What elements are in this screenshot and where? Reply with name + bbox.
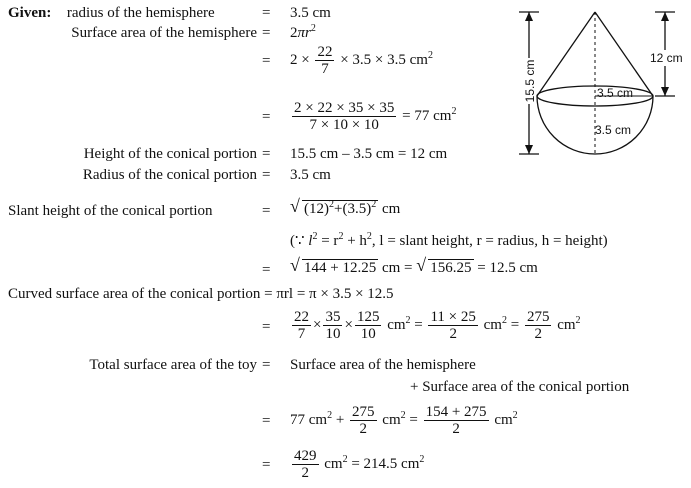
tsa3-e1: 2 — [327, 410, 333, 421]
tsa4-expr — [290, 444, 424, 484]
step2-den: 7 × 10 × 10 — [309, 117, 379, 134]
step1-eq: = — [262, 53, 271, 69]
radius-cone-value: 3.5 cm — [290, 167, 331, 183]
because-e3: 2 — [366, 231, 372, 242]
tsa3-eq: = — [262, 413, 271, 429]
tsa-text: Surface area of the hemisphere — [290, 357, 476, 373]
slant-unit: cm — [381, 201, 401, 217]
csa2-cm: cm — [387, 317, 406, 333]
csa2-f2d: 10 — [325, 326, 341, 343]
csa-expr: πrl = π × 3.5 × 12.5 — [276, 286, 394, 302]
tsa3-gd: 2 — [452, 421, 460, 438]
step1-frac — [315, 44, 334, 77]
because-e2: 2 — [338, 231, 344, 242]
csa2-f1n: 22 — [294, 309, 309, 326]
csa-label: Curved surface area of the conical portion — [8, 286, 261, 302]
slant2-sqrt1 — [290, 255, 378, 277]
sa-r: r — [305, 25, 311, 41]
because-open: (∵ — [290, 233, 305, 249]
csa2-frac5 — [525, 309, 552, 342]
tsa3-eq2: = — [409, 412, 418, 428]
tsa3-expr — [290, 400, 518, 440]
sa-exp: 2 — [310, 23, 316, 34]
csa2-f2n: 35 — [325, 309, 341, 326]
tsa4-fd: 2 — [301, 465, 309, 482]
slant2-eq: = — [262, 262, 271, 278]
radical-icon: √ — [290, 255, 300, 275]
csa2-eq3: = — [510, 317, 520, 333]
csa2-e1: 2 — [405, 315, 411, 326]
slant-expr — [290, 196, 401, 218]
because-rest: , l = slant height, r = radius, h = height) — [371, 233, 608, 249]
csa2-expr: $\frac{22}{7}$ × $\frac{35}{10}$ × $\frac{125}{10}$ $cm^2$ = $\frac{11 \times 25}{2}$ $cm^2$ = $\frac{275}{2}$ $cm^2$ — [294, 309, 581, 343]
given-label: Given: — [8, 5, 52, 21]
csa2-frac3 — [355, 309, 382, 342]
tsa3-fn: 275 — [352, 404, 375, 421]
step2-expr — [290, 96, 456, 136]
step1-exp: 2 — [427, 50, 433, 61]
tsa3-fd: 2 — [359, 421, 368, 438]
sa-coef: 2 — [290, 25, 298, 41]
csa2-frac2 — [323, 309, 342, 342]
csa2-f3d: 10 — [360, 326, 376, 343]
step1-expr — [290, 44, 433, 77]
slant2-tail: = 12.5 cm — [477, 260, 538, 276]
tsa3-plus: + — [335, 412, 345, 428]
tsa4-fn: 429 — [294, 448, 317, 465]
given-value: 3.5 cm — [290, 5, 331, 21]
given-line — [8, 4, 215, 22]
tsa3-cm: cm — [382, 412, 401, 428]
radius-bottom-label: 3.5 cm — [595, 123, 632, 137]
tsa4-e1: 2 — [342, 454, 348, 465]
toy-figure — [515, 4, 691, 160]
sa-hemi-label: Surface area of the hemisphere — [71, 25, 257, 41]
step2-result: = 77 cm — [402, 108, 452, 124]
tsa3-e3: 2 — [512, 410, 518, 421]
step1-b: × 3.5 × 3.5 cm — [340, 52, 428, 68]
slant2-mid: cm = — [381, 260, 413, 276]
step1-den: 7 — [321, 61, 329, 78]
tsa4-eq: = — [262, 457, 271, 473]
csa2-cm3: cm — [557, 317, 576, 333]
slant-arg-b: +(3.5) — [334, 201, 372, 217]
because-e1: 2 — [312, 231, 318, 242]
tsa4-tail2: = 214.5 cm — [351, 456, 420, 472]
sa-hemi-eq: = — [262, 25, 271, 41]
tsa3-frac1 — [350, 404, 377, 437]
slant-arg-a: (12) — [304, 201, 329, 217]
step2-eq: = — [262, 109, 271, 125]
slant-sqrt — [290, 196, 378, 218]
csa2-f3n: 125 — [356, 309, 380, 326]
hemisphere-shape — [537, 86, 653, 154]
csa2-eq2: = — [414, 317, 423, 333]
height-cone-value: 15.5 cm – 3.5 cm = 12 cm — [290, 146, 448, 162]
csa2-cm2: cm — [483, 317, 502, 333]
step2-frac — [292, 100, 396, 133]
slant2-arg1: 144 + 12.25 — [304, 260, 377, 276]
sa-hemi-formula — [290, 24, 316, 42]
tsa2-text: + Surface area of the conical portion — [410, 379, 630, 395]
slant-label: Slant height of the conical portion — [8, 203, 213, 219]
tsa3-frac2 — [424, 404, 489, 437]
csa2-f4d: 2 — [449, 326, 457, 343]
csa-eq: = — [264, 286, 273, 302]
csa2-f5n: 275 — [526, 309, 550, 326]
because-eqr: = r — [321, 233, 339, 249]
tsa-label: Total surface area of the toy — [89, 357, 257, 373]
because-plush: + h — [347, 233, 367, 249]
csa2-e3: 2 — [575, 315, 581, 326]
csa2-frac1 — [292, 309, 311, 342]
tsa3-e2: 2 — [400, 410, 406, 421]
height-cone-label: Height of the conical portion — [83, 146, 257, 162]
cone-shape — [537, 12, 653, 96]
height-cone-eq: = — [262, 146, 271, 162]
given-text: radius of the hemisphere — [66, 5, 215, 21]
tsa3-cm2: cm — [494, 412, 513, 428]
radius-top-label: 3.5 cm — [597, 86, 634, 100]
csa2-frac4 — [428, 309, 477, 342]
slant-exp-b: 2 — [371, 199, 377, 210]
tsa4-frac — [292, 448, 319, 481]
step2-exp: 2 — [451, 106, 457, 117]
slant2-expr — [290, 255, 538, 277]
radius-cone-label: Radius of the conical portion — [82, 167, 257, 183]
cone-height-label: 12 cm — [650, 51, 683, 65]
step2-num: 2 × 22 × 35 × 35 — [294, 100, 395, 117]
slant2-arg2: 156.25 — [430, 260, 472, 276]
because-line — [290, 232, 608, 250]
slant-eq: = — [262, 203, 271, 219]
tsa3-gn: 154 + 275 — [425, 404, 487, 421]
radical-icon: √ — [416, 255, 427, 275]
csa-line — [8, 285, 394, 303]
tsa4-e2: 2 — [419, 454, 425, 465]
step1-a: 2 × — [290, 52, 310, 68]
csa2-e2: 2 — [501, 315, 507, 326]
tsa4-tail: cm — [324, 456, 343, 472]
tsa-eq: = — [262, 357, 271, 373]
sa-pi: π — [297, 25, 306, 41]
tsa3-a: 77 cm — [290, 412, 328, 428]
slant2-sqrt2 — [416, 255, 473, 277]
csa2-f4n: 11 × 25 — [430, 309, 476, 326]
step1-num: 22 — [317, 44, 333, 61]
csa2-f1d: 7 — [297, 326, 306, 343]
radical-icon: √ — [290, 196, 300, 216]
slant-exp-a: 2 — [329, 199, 334, 210]
because-l: l — [308, 233, 313, 249]
csa2-eq: = — [262, 319, 271, 335]
total-height-label: 15.5 cm — [523, 59, 537, 103]
given-eq: = — [262, 5, 271, 21]
csa2-f5d: 2 — [534, 326, 542, 343]
radius-cone-eq: = — [262, 167, 271, 183]
